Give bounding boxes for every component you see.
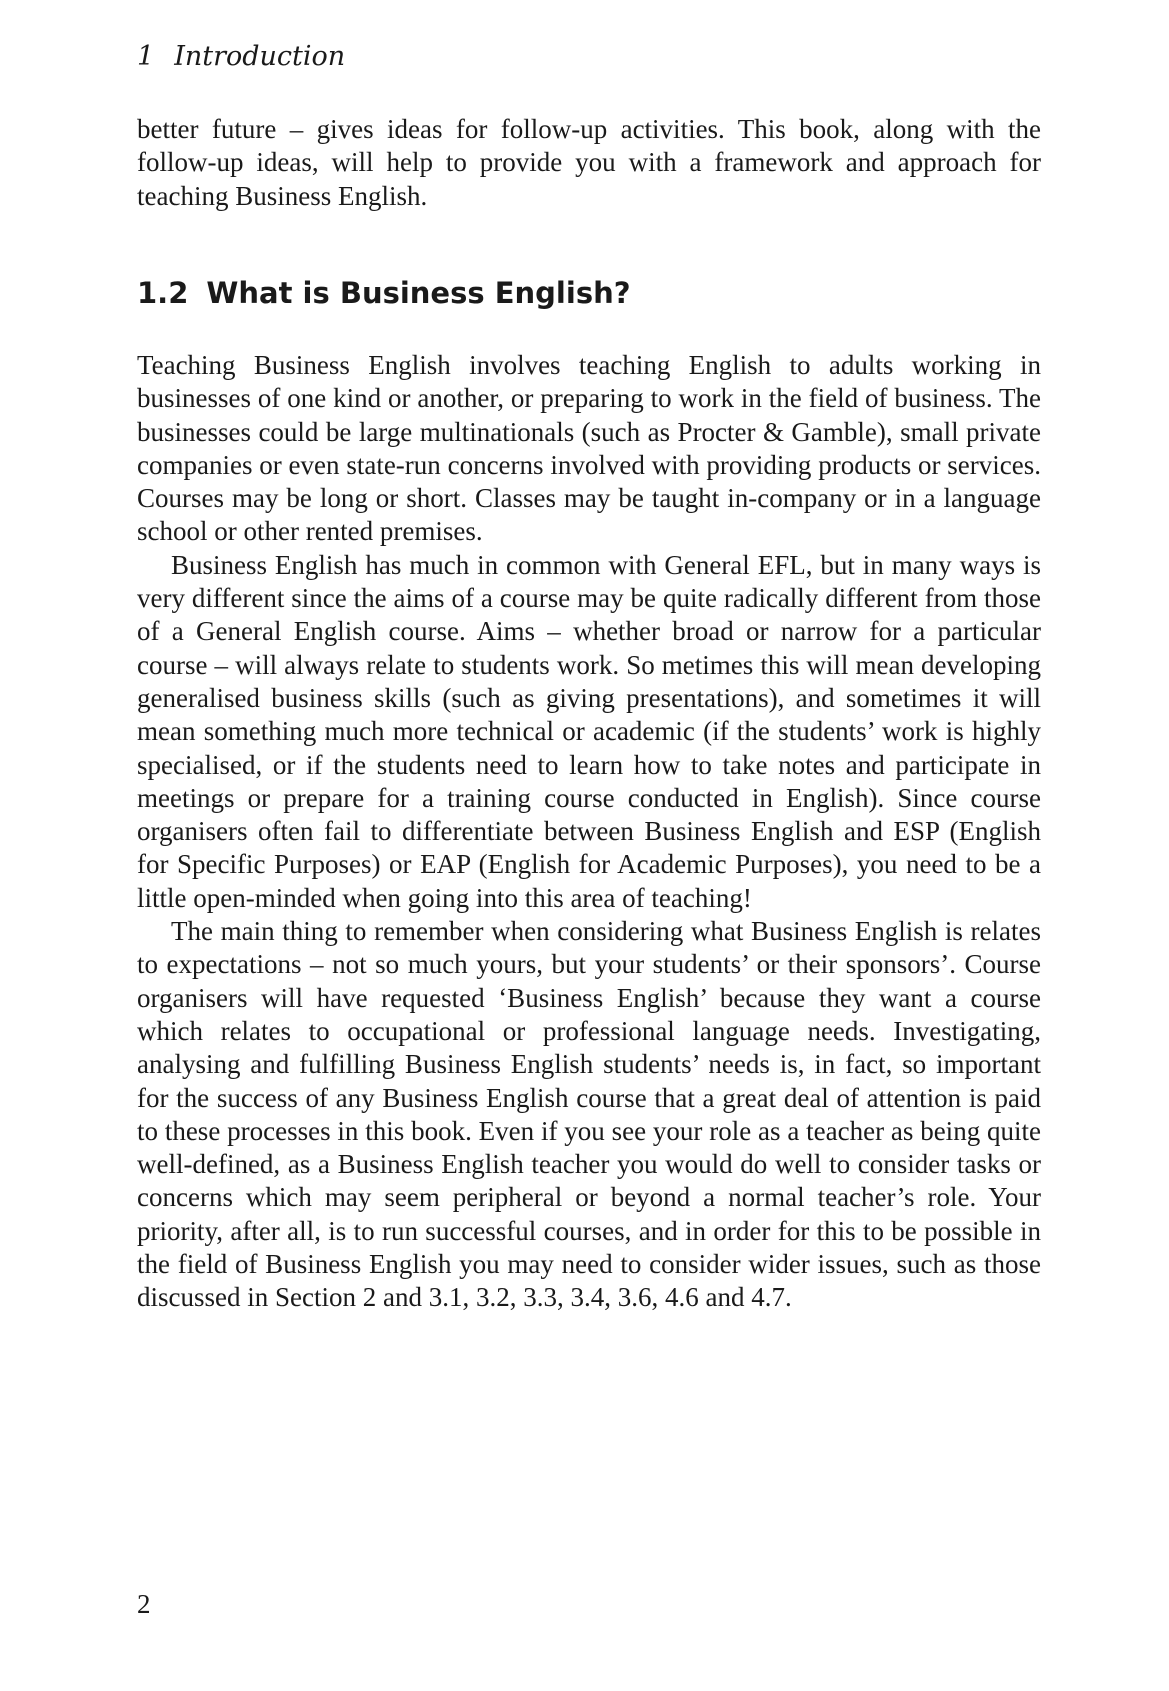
section-heading: [137, 273, 631, 313]
section-number: 1.2: [137, 276, 189, 310]
section-body: [137, 349, 1041, 1315]
body-paragraph-2: Business English has much in common with General EFL, but in many ways is very different since the aims of a course may be quite radically different from those of a General English course. Aims – whether broad or narrow for a particular course – will always relate to students work. So metimes this will mean developing generalised business skills (such as giving presentations), and sometimes it will mean something much more technical or academic (if the students’ work is highly specialised, or if the students need to learn how to take notes and participate in meetings or prepare for a training course conducted in English). Since course organisers often fail to differentiate between Business English and ESP (English for Specific Purposes) or EAP (English for Academic Purposes), you need to be a little open-minded when going into this area of teaching!: [137, 549, 1041, 913]
chapter-number: 1: [137, 41, 155, 72]
intro-paragraph: better future – gives ideas for follow-up activities. This book, along with the follow-up ideas, will help to provide you with a framework and approach for teaching Business English.: [137, 114, 1041, 211]
page-number: 2: [137, 1589, 151, 1619]
running-head: [137, 40, 345, 74]
body-paragraph-1: Teaching Business English involves teaching English to adults working in businesses of one kind or another, or preparing to work in the field of business. The businesses could be large multinationals (such as Procter & Gamble), small private companies or even state-run concerns involved with providing products or services. Courses may be long or short. Classes may be taught in-company or in a language school or other rented premises.: [137, 350, 1041, 547]
section-title: What is Business English?: [206, 276, 631, 310]
body-paragraph-3: The main thing to remember when considering what Business English is relates to expectations – not so much yours, but your students’ or their sponsors’. Course organisers will have requested ‘Business English’ because they want a course which relates to occupational or professional language needs. Investigating, analysing and fulfilling Business English students’ needs is, in fact, so important for the success of any Business English course that a great deal of attention is paid to these processes in this book. Even if you see your role as a teacher as being quite well-defined, as a Business English teacher you would do well to consider tasks or concerns which may seem peripheral or beyond a normal teacher’s role. Your priority, after all, is to run successful courses, and in order for this to be possible in the field of Business English you may need to consider wider issues, such as those discussed in Section 2 and 3.1, 3.2, 3.3, 3.4, 3.6, 4.6 and 4.7.: [137, 916, 1041, 1313]
chapter-title: Introduction: [174, 41, 346, 72]
intro-continuation: [137, 113, 1041, 213]
